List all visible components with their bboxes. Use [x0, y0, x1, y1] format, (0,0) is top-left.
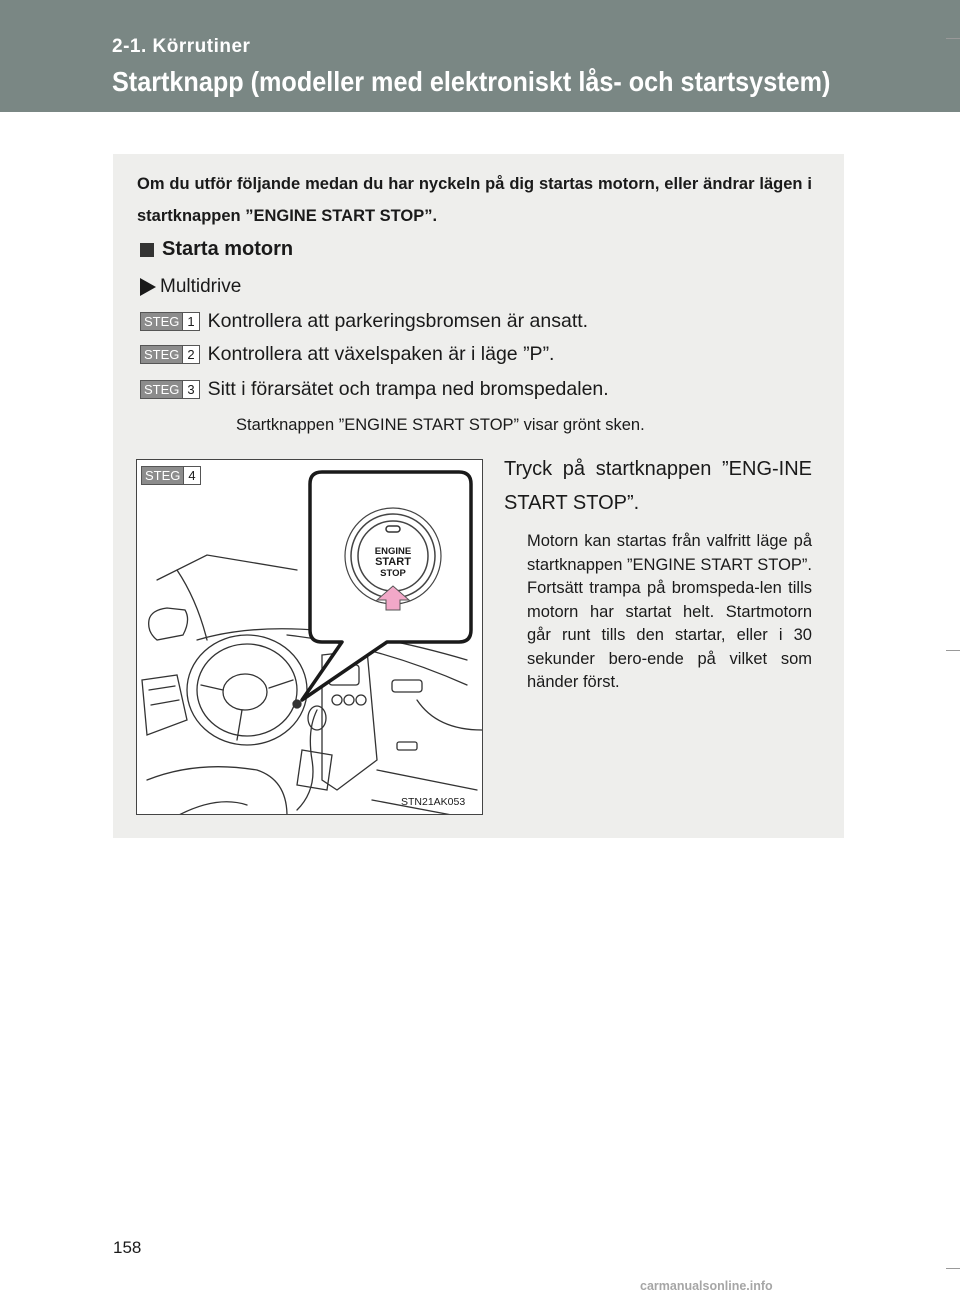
- step-2: [140, 343, 554, 366]
- step-text: Kontrollera att parkeringsbromsen är ansatt.: [207, 310, 589, 332]
- chapter-header: [0, 0, 960, 112]
- button-label-engine: ENGINE: [374, 546, 412, 557]
- subheading-text: Multidrive: [160, 276, 242, 297]
- watermark: carmanualsonline.info: [640, 1279, 773, 1293]
- step-4-text: Tryck på startknappen ”ENG-INE START STOP”.: [504, 458, 812, 514]
- step-3-note: Startknappen ”ENGINE START STOP” visar grönt sken.: [236, 416, 645, 434]
- crop-mark: [946, 38, 960, 39]
- triangle-arrow-icon: [140, 278, 156, 296]
- section-heading: [140, 238, 293, 261]
- crop-mark: [946, 1268, 960, 1269]
- step-badge: STEG 3: [140, 380, 200, 399]
- page-title: Startknapp (modeller med elektroniskt lås- och startsystem): [112, 66, 831, 97]
- button-label-start: START: [375, 556, 411, 568]
- section-label: 2-1. Körrutiner: [112, 36, 251, 57]
- step-badge: STEG 2: [140, 345, 200, 364]
- dashboard-drawing: [137, 460, 483, 815]
- crop-mark: [946, 650, 960, 651]
- dashboard-illustration: [136, 459, 483, 815]
- step-text: Kontrollera att växelspaken är i läge ”P”.: [207, 343, 555, 365]
- step-badge: STEG 1: [140, 312, 200, 331]
- square-bullet-icon: [140, 243, 154, 257]
- intro-text: Om du utför följande medan du har nyckeln på dig startas motorn, eller ändrar lägen i startknappen ”ENGINE START STOP”.: [137, 175, 812, 225]
- page-number: 158: [113, 1238, 142, 1257]
- subheading: [140, 276, 241, 298]
- step-1: [140, 310, 588, 333]
- heading-text: Starta motorn: [162, 238, 294, 260]
- step-4-note: Motorn kan startas från valfritt läge på startknappen ”ENGINE START STOP”. Fortsätt trampa på bromspeda-len tills motorn har startat helt. Startmotorn går runt tills den startar, eller i 30 sekunder bero-ende på vilket som händer först.: [527, 532, 812, 691]
- step-text: Sitt i förarsätet och trampa ned bromspedalen.: [207, 378, 609, 400]
- step-3: [140, 378, 609, 401]
- step-4-badge: STEG 4: [141, 466, 201, 485]
- figure-code: STN21AK053: [401, 796, 466, 808]
- button-label-stop: STOP: [380, 568, 406, 579]
